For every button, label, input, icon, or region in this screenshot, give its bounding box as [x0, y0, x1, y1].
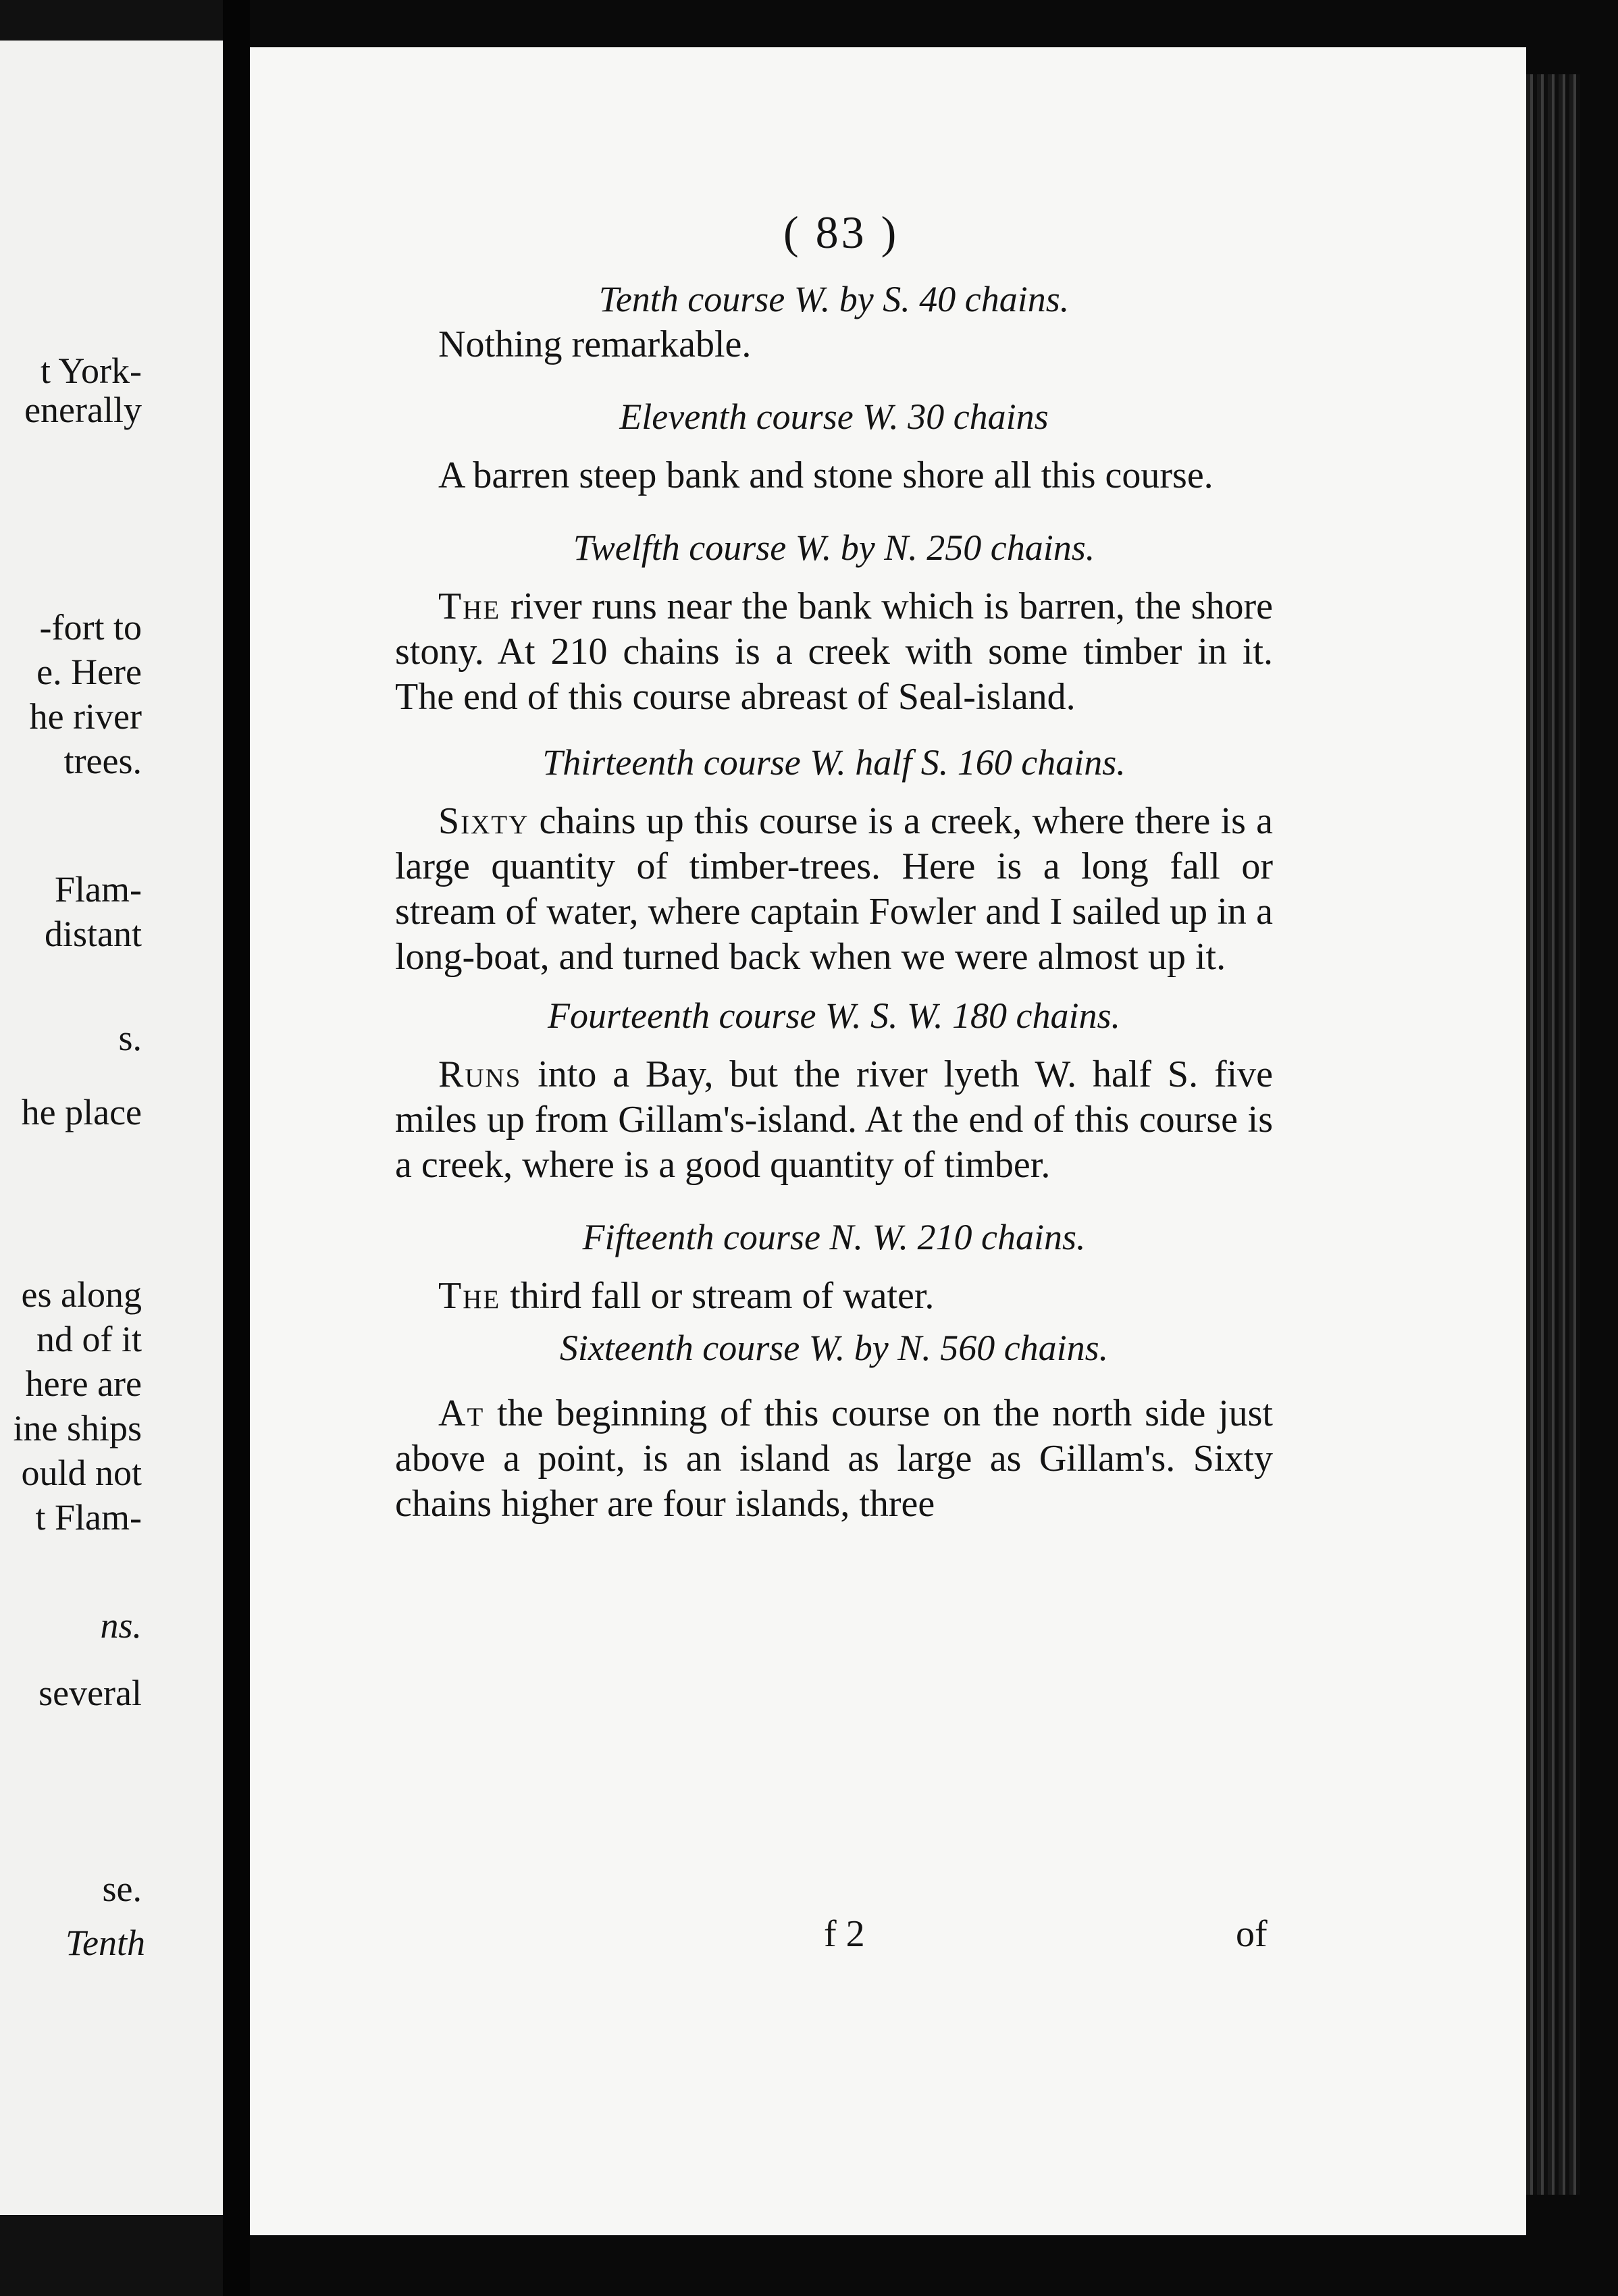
section-heading: Fourteenth course W. S. W. 180 chains. [548, 995, 1120, 1036]
left-fragment: he place [21, 1092, 142, 1132]
left-fragment: se. [102, 1869, 142, 1909]
paragraph-lead: At [438, 1392, 485, 1434]
left-fragment: here are [25, 1363, 142, 1404]
section-paragraph [395, 584, 1273, 720]
book-gutter [223, 0, 250, 2296]
left-fragment: several [38, 1673, 142, 1713]
section-heading: Tenth course W. by S. 40 chains. [598, 279, 1070, 319]
page-body [395, 203, 1273, 1527]
section-heading: Eleventh course W. 30 chains [619, 396, 1049, 437]
left-fragment: Flam- [55, 869, 142, 910]
left-fragment: t York- [40, 350, 142, 391]
left-fragment: e. Here [36, 652, 142, 692]
section-paragraph [395, 322, 1273, 367]
paragraph-lead: The [438, 1275, 501, 1317]
paragraph-lead: The [438, 585, 501, 627]
left-catchword: Tenth [65, 1923, 145, 1963]
left-fragment: t Flam- [35, 1497, 142, 1538]
left-fragment: -fort to [39, 607, 142, 648]
paragraph-text: Nothing remarkable. [438, 323, 752, 365]
left-fragment: ns. [100, 1605, 142, 1646]
left-page [0, 41, 223, 2215]
section-paragraph [395, 1274, 1273, 1319]
paragraph-text: into a Bay, but the river lyeth W. half S. five miles up from Gillam's-island. At the end of this course is a creek, where is a good quantity of timber. [395, 1053, 1273, 1186]
left-fragment: nd of it [36, 1319, 142, 1359]
page-edge [1526, 74, 1580, 2195]
paragraph-text: third fall or stream of water. [500, 1275, 935, 1317]
section-paragraph [395, 799, 1273, 980]
paragraph-lead: Runs [438, 1053, 522, 1095]
section-heading: Sixteenth course W. by N. 560 chains. [559, 1328, 1109, 1368]
left-fragment: es along [21, 1274, 142, 1315]
catchword: of [1236, 1913, 1268, 1955]
paragraph-text: the beginning of this course on the north side just above a point, is an island as large as Gillam's. Sixty chains higher are four islands, three [395, 1392, 1273, 1525]
left-fragment: ould not [21, 1453, 142, 1493]
left-fragment: trees. [63, 741, 142, 781]
left-fragment: s. [118, 1018, 142, 1058]
section-heading: Fifteenth course N. W. 210 chains. [582, 1217, 1086, 1257]
paragraph-lead: Sixty [438, 800, 529, 842]
paragraph-text: chains up this course is a creek, where there is a large quantity of timber-trees. Here is a long fall or stream of water, where captain Fowler and I sailed up in a long-boat, and turned back when we were almost up it. [395, 800, 1273, 978]
left-fragment: distant [45, 914, 142, 954]
left-fragment: he river [29, 696, 142, 737]
section-paragraph [395, 453, 1273, 498]
section-heading: Twelfth course W. by N. 250 chains. [573, 527, 1095, 568]
left-fragment: ine ships [13, 1408, 142, 1449]
paragraph-text: A barren steep bank and stone shore all this course. [438, 454, 1214, 496]
page-number: ( 83 ) [783, 207, 899, 258]
signature-mark: f 2 [824, 1913, 865, 1955]
section-heading: Thirteenth course W. half S. 160 chains. [542, 742, 1126, 783]
section-paragraph [395, 1391, 1273, 1527]
left-fragment: enerally [24, 390, 142, 430]
paragraph-text: river runs near the bank which is barren, the shore stony. At 210 chains is a creek with some timber in it. The end of this course abreast of Seal-island. [395, 585, 1273, 718]
section-paragraph [395, 1052, 1273, 1188]
